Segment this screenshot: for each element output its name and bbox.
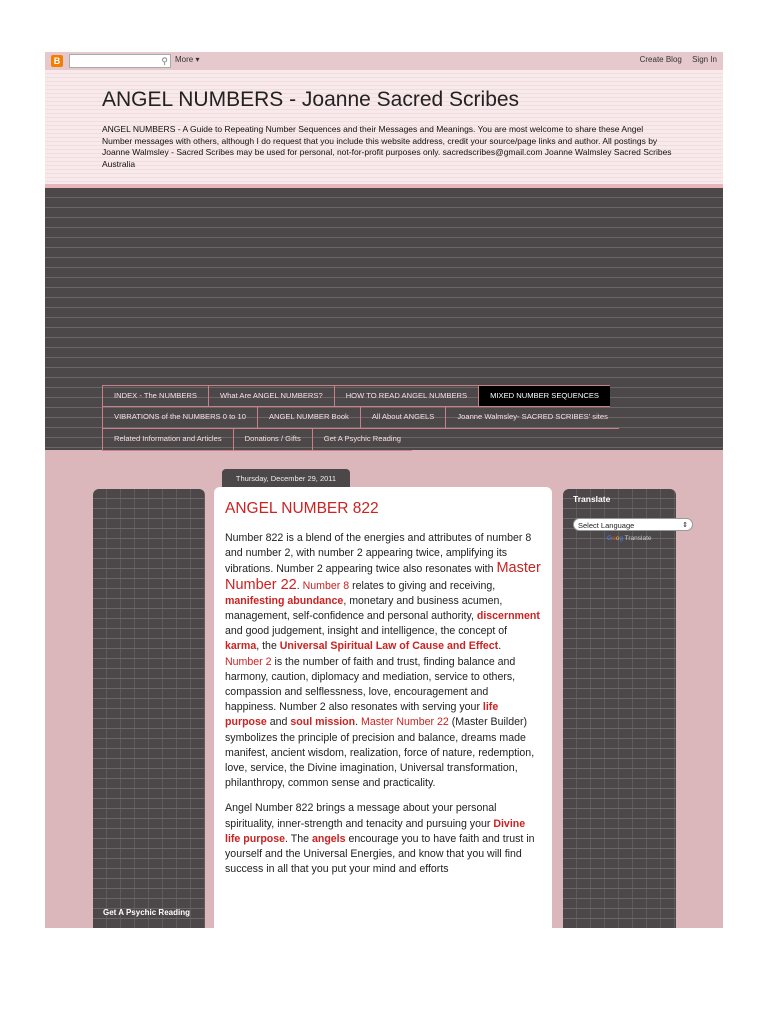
- post-date: Thursday, December 29, 2011: [222, 469, 350, 488]
- select-arrows-icon: ⇕: [682, 522, 688, 529]
- site-description: ANGEL NUMBERS - A Guide to Repeating Number Sequences and their Messages and Meanings. You are most welcome to share these Angel Number messages with others, although I do request that you include this website address, credit your source/page links and author. All postings by Joanne Walmsley - Sacred Scribes may be used for personal, not-for-profit purposes only. sacredscribes@gmail.com Joanne Walmsley Sacred Scribes Australia: [102, 124, 672, 169]
- body-text: and: [266, 716, 291, 729]
- google-logo-icon: Goog: [607, 535, 623, 542]
- angels-link[interactable]: angels: [311, 832, 346, 845]
- translate-link[interactable]: Translate: [624, 535, 652, 542]
- site-title[interactable]: ANGEL NUMBERS - Joanne Sacred Scribes: [102, 88, 520, 111]
- blog-page: [45, 52, 723, 928]
- search-icon[interactable]: ⚲: [161, 56, 168, 66]
- manifesting-abundance-link[interactable]: manifesting abundance: [225, 594, 344, 607]
- tab-row-3: [102, 429, 662, 451]
- tab-psychic-reading[interactable]: Get A Psychic Reading: [312, 429, 412, 451]
- body-text: relates to giving and receiving,: [349, 579, 496, 592]
- tab-sacred-scribes-sites[interactable]: Joanne Walmsley- SACRED SCRIBES' sites: [445, 407, 619, 429]
- soul-mission-link[interactable]: soul mission: [290, 716, 356, 729]
- blog-post: [214, 487, 552, 928]
- tab-what-are-angel-numbers[interactable]: What Are ANGEL NUMBERS?: [208, 385, 334, 407]
- body-text: .: [296, 579, 303, 592]
- navbar-right-links: [632, 55, 717, 64]
- left-sidebar: [93, 489, 205, 928]
- body-text: encourage you to have faith and trust in yourself and the Universal Energies, and know that you will find success in all that you put your mind and efforts: [225, 832, 535, 876]
- language-select[interactable]: [573, 518, 693, 531]
- tab-related-information[interactable]: Related Information and Articles: [102, 429, 233, 451]
- tab-row-2: [102, 407, 662, 429]
- master-number-22-link-2[interactable]: Master Number 22: [361, 716, 449, 729]
- body-text: . The: [285, 832, 312, 845]
- body-text: .: [498, 640, 502, 653]
- tab-how-to-read[interactable]: HOW TO READ ANGEL NUMBERS: [334, 385, 478, 407]
- karma-link[interactable]: karma: [225, 640, 257, 653]
- body-text: , the: [256, 640, 280, 653]
- blogger-logo-icon[interactable]: B: [51, 55, 63, 67]
- tab-donations[interactable]: Donations / Gifts: [233, 429, 312, 451]
- header-banner: [45, 188, 723, 450]
- cause-and-effect-link[interactable]: Universal Spiritual Law of Cause and Effect: [279, 640, 499, 653]
- tab-angel-number-book[interactable]: ANGEL NUMBER Book: [257, 407, 360, 429]
- sign-in-link[interactable]: Sign In: [692, 55, 717, 64]
- divine-life-purpose-link[interactable]: Divine life purpose: [225, 817, 526, 845]
- body-text: , monetary and business acumen, management, self-confidence and personal authority,: [225, 594, 503, 623]
- number-8-link[interactable]: Number 8: [302, 579, 350, 592]
- right-sidebar: [563, 489, 688, 928]
- tab-vibrations[interactable]: VIBRATIONS of the NUMBERS 0 to 10: [102, 407, 257, 429]
- blog-header: [45, 70, 723, 188]
- life-purpose-link[interactable]: life purpose: [225, 701, 499, 729]
- body-text: is the number of faith and trust, finding balance and harmony, caution, diplomacy and mediation, service to others, compassion and selflessness, love, encouragement and happiness. Number 2 also resonates with serving your: [225, 655, 516, 714]
- tab-index-numbers[interactable]: INDEX - The NUMBERS: [102, 385, 208, 407]
- body-text: .: [355, 716, 362, 729]
- tab-row-1: [102, 385, 662, 407]
- page-tabs: [102, 385, 662, 451]
- post-paragraph-1: [225, 531, 541, 791]
- tab-all-about-angels[interactable]: All About ANGELS: [360, 407, 445, 429]
- master-number-22-link[interactable]: Master Number 22: [225, 560, 541, 593]
- psychic-reading-widget-title: Get A Psychic Reading: [103, 908, 190, 917]
- create-blog-link[interactable]: Create Blog: [639, 55, 682, 64]
- body-text: Number 822 is a blend of the energies and attributes of number 8 and number 2, with number 2 appearing twice, amplifying its vibrations. Number 2 appearing twice also resonates with: [225, 532, 532, 576]
- language-select-value: Select Language: [578, 521, 635, 530]
- number-2-link[interactable]: Number 2: [225, 655, 272, 668]
- body-text: and good judgement, insight and intelligence, the concept of: [225, 625, 508, 638]
- more-menu[interactable]: More ▾: [175, 55, 200, 64]
- post-title[interactable]: ANGEL NUMBER 822: [225, 500, 379, 517]
- post-paragraph-2: [225, 801, 541, 877]
- powered-by-google[interactable]: [607, 535, 652, 542]
- body-text: Angel Number 822 brings a message about your personal spirituality, inner-strength and tenacity and pursuing your: [225, 802, 497, 830]
- discernment-link[interactable]: discernment: [476, 610, 540, 623]
- search-input[interactable]: [69, 54, 171, 68]
- body-text: (Master Builder) symbolizes the principle of precision and balance, dreams made manifest, ancient wisdom, realization, force of nature, redemption, love, service, the Divine imagination, Universal transformation, philanthropy, common sense and practicality.: [225, 716, 535, 790]
- translate-widget-title: Translate: [573, 494, 611, 504]
- blogger-navbar: [45, 52, 723, 70]
- post-body: [225, 531, 541, 877]
- tab-mixed-number-sequences[interactable]: MIXED NUMBER SEQUENCES: [478, 385, 610, 407]
